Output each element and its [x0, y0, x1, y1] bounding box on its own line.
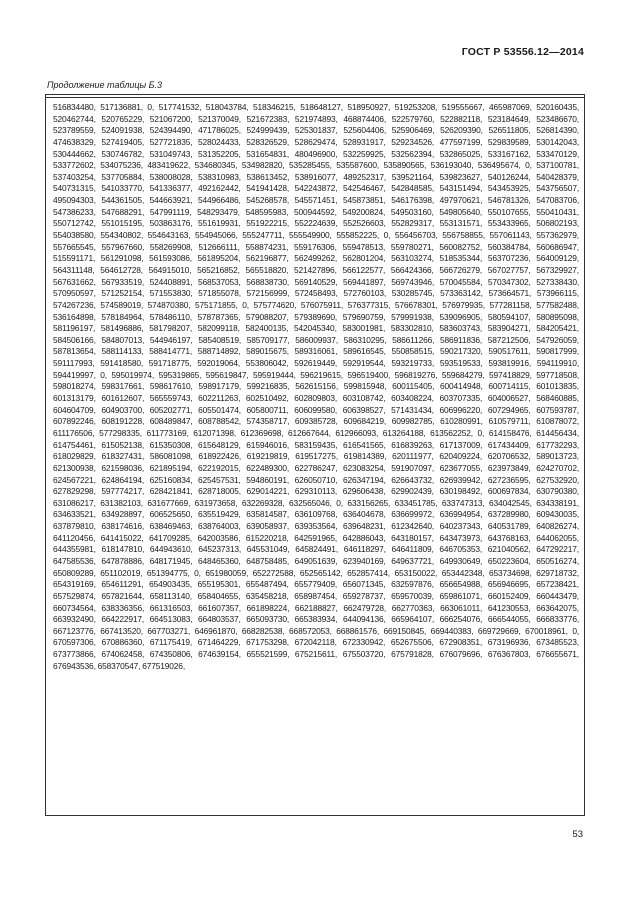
- table-continuation-caption: Продолжение таблицы Б.3: [47, 80, 163, 90]
- page-number: 53: [572, 829, 583, 840]
- table-number-sequence: 516834480, 517136881, 0, 517741532, 518043784, 518346215, 518648127, 518950927, 519253208, 519555667, 465987069, 520160435, 520462744, 520765229, 521067200, 521370049, 521672383, 521974893, 468874406, 522579760, 522882118, 523184649, 523486670, 523789559, 524091938, 524394490, 471786025, 524999439, 525301837, 525604406, 525906469, 526209390, 526511805, 526814390, 474638329, 527419405, 527721835, 528024433, 528326529, 528629474, 528931917, 529234526, 477597199, 529839589, 530142043, 530444662, 530746782, 531049743, 531352205, 531654831, 480496900, 532259925, 532562394, 532865025, 533167162, 533470129, 533772602, 534075236, 483419622, 534680345, 534982820, 535285455, 535587600, 535890565, 536193040, 536495674, 0, 537100781, 537403254, 537705884, 538008028, 538310983, 538613452, 538916077, 489252317, 539521164, 539823627, 540126244, 540428379, 540731315, 541033770, 541336377, 492162442, 541941428, 542243872, 542546467, 542848585, 543151494, 543453925, 543756507, 495094303, 544361505, 544663921, 544966486, 545268578, 545571451, 545873851, 546176398, 497970621, 546781326, 547083706, 547386233, 547688291, 547991119, 548293479, 548595983, 500944592, 549200824, 549503160, 549805640, 550107655, 550410431, 550712742, 551015195, 503863176, 551619931, 551922215, 552224639, 552526603, 552829317, 553131571, 553433965, 506802193, 554038580, 554340802, 554643163, 554945066, 555247711, 555549900, 555852225, 0, 556456703, 556758855, 557061143, 557362979, 557665545, 557967660, 558269908, 512666111, 558874231, 559176306, 559478513, 559780271, 560082752, 560384784, 560686947, 515591171, 561291098, 561593086, 561895204, 562196877, 562499262, 562801204, 563103274, 518535344, 563707236, 564009129, 564311148, 564612728, 564915010, 565216852, 565518820, 521427896, 566122577, 566424366, 566726279, 567027757, 567329927, 567631662, 567933519, 524408891, 568537053, 568838730, 569140529, 569441897, 569743946, 570045584, 570347302, 527338430, 570950597, 571252154, 571553830, 571855078, 572156999, 572458493, 572760103, 530285745, 573363142, 573664571, 573966115, 574267236, 574589019, 574870380, 575171855, 0, 575774620, 576075911, 576377315, 576678301, 576979935, 577281158, 577582488, 536164898, 578184964, 578486110, 578787365, 579088207, 579389690, 579690759, 579991938, 539096905, 580594107, 580895098, 581196197, 581496886, 581798207, 582099118, 582400135, 542045340, 583001981, 583302810, 583603743, 583904271, 584205421, 584506166, 584807013, 544946197, 585408519, 585709177, 586009937, 586310295, 586611266, 586911836, 587212506, 547926059, 587813654, 588114133, 588414771, 588714892, 589015675, 589316061, 589616545, 550858515, 590217320, 590517611, 590817999, 591117993, 591418580, 591718775, 592019064, 553806042, 592619449, 592919544, 593219733, 593519533, 593819916, 594119910, 594419997, 0, 595019974, 595319865, 595619847, 595919444, 596219615, 596519400, 596819276, 559684279, 597418829, 597718508, 598018274, 598317661, 598617610, 598917179, 599216835, 562615156, 599815948, 600115405, 600414948, 600714115, 601013835, 601313179, 601612607, 565559743, 602211263, 602510492, 602809803, 603108742, 603408224, 603707335, 604006527, 568460885, 604604709, 604903700, 605202771, 605501474, 605800711, 606099580, 606398527, 571431434, 606996220, 607294965, 607593787, 607892246, 608191228, 608489847, 608788542, 574358717, 609385728, 609684219, 609982785, 610280991, 610579711, 610878072, 611176506, 577298335, 611773169, 612071398, 612369698, 612667644, 612966093, 613264188, 613562252, 0, 614158476, 614456434, 614754461, 615052138, 615350308, 615648129, 615946016, 583159435, 616541565, 616839263, 617137009, 617434409, 617732293, 618029829, 618327431, 586081098, 618922426, 619219819, 619517275, 619814389, 620111977, 620409224, 620706532, 589013723, 621300938, 621598036, 621895194, 622192015, 622489300, 622786247, 623083254, 591907097, 623677055, 623973849, 624270702, 624567221, 624864194, 625160834, 625457531, 594860191, 626050710, 626347194, 626643732, 626939942, 627236595, 627532920, 627829298, 597774217, 628421841, 628718005, 629014221, 629310113, 629606438, 629902439, 630198492, 600697834, 630790380, 631086217, 631382103, 631677669, 631973658, 632269328, 632565046, 0, 633156265, 633451785, 633747313, 634042545, 634338191, 634633521, 634928897, 606525650, 635519429, 635814587, 636109768, 636404678, 636699972, 636994954, 637289980, 609430035, 637879810, 638174616, 638469463, 638764003, 639058937, 639353564, 639648231, 612342640, 640237343, 640531789, 640826274, 641120456, 641415022, 641709285, 642003586, 615220218, 642591965, 642886043, 643180157, 643473973, 643768163, 644062055, 644355981, 618147810, 644943610, 645237313, 645531049, 645824491, 646118297, 646411809, 646705353, 621040562, 647292217, 647585536, 647878886, 648171945, 648465360, 648758485, 649051639, 623940169, 649637721, 649930649, 650223604, 650516274, 650809289, 651102019, 651394775, 0, 651980059, 652272588, 652565142, 652857414, 653150022, 653442348, 653734698, 629718732, 654319169, 654611291, 654903435, 655195301, 655487494, 655779409, 656071345, 632597876, 656654988, 656946695, 657238421, 657529874, 657821644, 658113140, 658404655, 635458218, 658987454, 659278737, 659570039, 659861071, 660152409, 660443479, 660734564, 638336356, 661316503, 661607357, 661898224, 662188827, 662479728, 662770363, 663061011, 641230553, 663642075, 663932490, 664222917, 664513083, 664803537, 665093730, 665383934, 644094136, 665964107, 666254076, 666544055, 666833776, 667123776, 667413520, 667703271, 646961870, 668282538, 668572053, 668861576, 669150845, 669440383, 669729669, 670018961, 0, 670597306, 670886360, 671175419, 671464229, 671753298, 672042118, 672330942, 652675506, 672908351, 673196936, 673485523, 673773866, 674062458, 674350806, 674639154, 655521599, 675215611, 675503720, 675791828, 676079696, 676367803, 676655671, 676943536, 658370547, 677519026,: [53, 102, 579, 671]
- table-double-rule: [46, 97, 584, 98]
- document-standard-header: ГОСТ Р 53556.12—2014: [461, 46, 584, 58]
